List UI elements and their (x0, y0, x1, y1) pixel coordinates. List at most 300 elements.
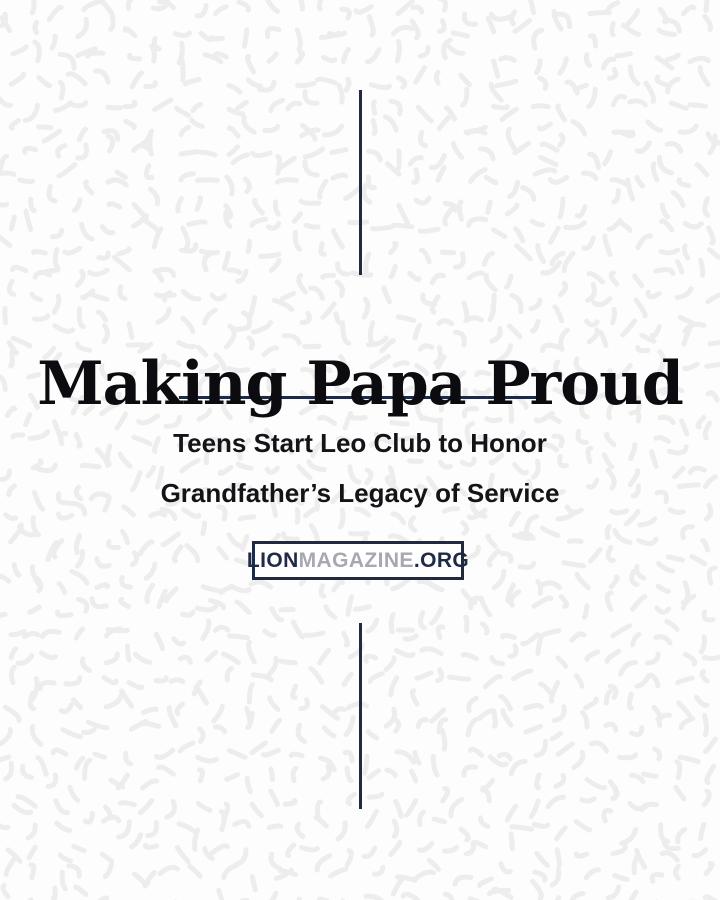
pattern-squiggle (566, 223, 585, 228)
pattern-squiggle (297, 824, 303, 836)
pattern-squiggle (52, 230, 61, 237)
pattern-squiggle (587, 652, 598, 660)
pattern-squiggle (366, 896, 384, 900)
pattern-squiggle (502, 109, 516, 119)
pattern-squiggle (123, 531, 128, 542)
pattern-squiggle (417, 673, 431, 678)
pattern-squiggle (488, 19, 494, 32)
pattern-squiggle (175, 33, 189, 36)
pattern-squiggle (432, 609, 442, 624)
pattern-squiggle (93, 295, 107, 300)
pattern-squiggle (540, 78, 546, 88)
pattern-squiggle (60, 83, 63, 98)
pattern-squiggle (531, 801, 538, 817)
pattern-squiggle (345, 752, 352, 761)
pattern-squiggle (205, 310, 216, 323)
pattern-squiggle (229, 535, 241, 546)
pattern-squiggle (108, 542, 118, 548)
pattern-squiggle (75, 200, 81, 211)
pattern-squiggle (680, 757, 698, 761)
pattern-squiggle (607, 593, 611, 610)
pattern-squiggle (142, 220, 158, 230)
pattern-squiggle (344, 674, 351, 684)
pattern-squiggle (224, 654, 239, 663)
pattern-squiggle (403, 894, 418, 900)
pattern-squiggle (11, 667, 14, 683)
pattern-squiggle (306, 633, 323, 636)
pattern-squiggle (336, 314, 343, 323)
pattern-squiggle (229, 751, 245, 758)
pattern-squiggle (398, 151, 400, 170)
pattern-squiggle (55, 103, 70, 111)
pattern-squiggle (179, 824, 193, 831)
pattern-squiggle (439, 21, 444, 32)
pattern-squiggle (90, 270, 108, 274)
pattern-squiggle (49, 186, 55, 201)
pattern-squiggle (31, 199, 35, 211)
pattern-squiggle (334, 230, 343, 247)
pattern-squiggle (346, 79, 349, 90)
pattern-squiggle (608, 547, 613, 560)
pattern-squiggle (706, 739, 716, 752)
pattern-squiggle (636, 567, 643, 579)
pattern-squiggle (171, 680, 183, 682)
pattern-squiggle (325, 126, 342, 135)
pattern-squiggle (591, 35, 596, 46)
pattern-squiggle (561, 597, 566, 607)
pattern-squiggle (541, 157, 556, 164)
pattern-squiggle (84, 730, 95, 733)
pattern-squiggle (486, 275, 495, 290)
pattern-squiggle (53, 750, 66, 754)
pattern-squiggle (623, 321, 635, 335)
pattern-squiggle (455, 877, 471, 884)
pattern-squiggle (243, 313, 249, 325)
pattern-squiggle (587, 321, 598, 325)
pattern-squiggle (552, 869, 559, 885)
pattern-squiggle (106, 654, 117, 663)
pattern-squiggle (421, 250, 429, 262)
pattern-squiggle (301, 700, 308, 709)
pattern-squiggle (343, 326, 349, 344)
pattern-squiggle (25, 105, 37, 120)
pattern-squiggle (630, 101, 646, 105)
pattern-squiggle (657, 608, 669, 612)
pattern-squiggle (28, 825, 35, 838)
pattern-squiggle (323, 767, 329, 779)
pattern-squiggle (156, 634, 162, 649)
pattern-squiggle (480, 879, 492, 886)
pattern-squiggle (25, 634, 38, 637)
pattern-squiggle (248, 642, 254, 661)
pattern-squiggle (397, 752, 414, 762)
pattern-squiggle (471, 170, 486, 182)
pattern-squiggle (200, 729, 203, 742)
pattern-squiggle (78, 145, 87, 158)
pattern-squiggle (542, 144, 557, 150)
pattern-squiggle (180, 657, 190, 662)
pattern-squiggle (466, 318, 482, 321)
pattern-squiggle (77, 271, 83, 285)
pattern-squiggle (342, 9, 350, 18)
pattern-squiggle (584, 238, 593, 248)
pattern-squiggle (410, 158, 421, 164)
pattern-squiggle (532, 321, 538, 331)
pattern-squiggle (338, 823, 345, 839)
pattern-squiggle (252, 219, 266, 225)
pattern-squiggle (14, 805, 31, 812)
pattern-squiggle (405, 636, 416, 639)
pattern-squiggle (704, 791, 709, 805)
pattern-squiggle (396, 801, 402, 816)
pattern-squiggle (20, 180, 33, 182)
pattern-squiggle (419, 844, 432, 851)
pattern-squiggle (364, 299, 368, 317)
pattern-squiggle (469, 698, 477, 710)
pattern-squiggle (488, 536, 496, 546)
pattern-squiggle (422, 649, 441, 654)
pattern-squiggle (317, 856, 330, 871)
pattern-squiggle (583, 173, 596, 178)
pattern-squiggle (418, 720, 426, 727)
pattern-squiggle (550, 177, 566, 182)
pattern-squiggle (685, 654, 694, 664)
pattern-squiggle (298, 83, 314, 85)
pattern-squiggle (628, 11, 638, 24)
pattern-squiggle (197, 198, 201, 210)
pattern-squiggle (450, 677, 469, 679)
pattern-squiggle (0, 201, 7, 205)
pattern-squiggle (293, 768, 296, 780)
pattern-squiggle (215, 627, 228, 630)
pattern-squiggle (564, 563, 584, 566)
pattern-squiggle (5, 308, 6, 323)
pattern-squiggle (662, 853, 677, 860)
pattern-squiggle (369, 794, 382, 797)
pattern-squiggle (605, 152, 611, 164)
pattern-squiggle (125, 29, 135, 36)
pattern-squiggle (221, 587, 231, 592)
pattern-squiggle (398, 317, 413, 321)
pattern-squiggle (253, 323, 270, 333)
pattern-squiggle (662, 205, 668, 217)
pattern-squiggle (420, 48, 428, 57)
pattern-squiggle (197, 606, 216, 610)
pattern-squiggle (459, 202, 461, 219)
pattern-squiggle (648, 292, 659, 296)
pattern-squiggle (560, 59, 567, 74)
pattern-squiggle (700, 68, 708, 85)
pattern-squiggle (656, 270, 673, 274)
pattern-squiggle (120, 287, 125, 299)
pattern-squiggle (164, 295, 174, 300)
pattern-squiggle (295, 232, 300, 249)
pattern-squiggle (130, 55, 140, 59)
pattern-squiggle (707, 766, 714, 783)
pattern-squiggle (323, 275, 334, 277)
pattern-squiggle (374, 102, 375, 114)
pattern-squiggle (163, 534, 179, 545)
pattern-squiggle (642, 804, 656, 809)
pattern-squiggle (634, 856, 638, 873)
pattern-squiggle (510, 646, 516, 657)
pattern-squiggle (55, 326, 73, 332)
pattern-squiggle (84, 1, 100, 10)
pattern-squiggle (30, 693, 33, 708)
pattern-squiggle (658, 586, 668, 591)
pattern-squiggle (705, 199, 708, 216)
pattern-squiggle (635, 276, 642, 286)
page-title: Making Papa Proud (37, 349, 683, 420)
pattern-squiggle (586, 699, 597, 708)
pattern-squiggle (676, 866, 679, 878)
pattern-squiggle (540, 583, 560, 588)
pattern-squiggle (604, 811, 611, 821)
pattern-squiggle (576, 676, 582, 687)
pattern-squiggle (118, 775, 127, 788)
pattern-squiggle (129, 683, 142, 688)
pattern-squiggle (646, 83, 654, 101)
pattern-squiggle (268, 893, 276, 900)
pattern-squiggle (673, 192, 683, 205)
pattern-squiggle (586, 870, 598, 878)
pattern-squiggle (215, 727, 224, 732)
pattern-squiggle (201, 152, 216, 155)
pattern-squiggle (391, 243, 397, 253)
pattern-squiggle (348, 597, 352, 615)
pattern-squiggle (18, 656, 32, 664)
pattern-squiggle (632, 728, 642, 735)
pattern-squiggle (119, 822, 130, 837)
pattern-squiggle (659, 157, 671, 173)
pattern-squiggle (555, 307, 562, 321)
pattern-squiggle (35, 42, 39, 61)
pattern-squiggle (639, 539, 656, 544)
pattern-squiggle (492, 328, 500, 341)
pattern-squiggle (293, 686, 296, 698)
pattern-squiggle (39, 127, 51, 128)
pattern-squiggle (271, 769, 273, 780)
pattern-squiggle (31, 865, 34, 878)
pattern-squiggle (337, 282, 342, 296)
pattern-squiggle (589, 273, 603, 281)
pattern-squiggle (294, 214, 301, 222)
pattern-squiggle (239, 2, 249, 10)
pattern-squiggle (60, 54, 74, 68)
pattern-squiggle (630, 892, 636, 900)
pattern-squiggle (207, 652, 216, 660)
pattern-squiggle (582, 799, 594, 801)
pattern-squiggle (512, 12, 515, 24)
pattern-squiggle (212, 295, 225, 299)
pattern-squiggle (30, 607, 40, 612)
pattern-squiggle (397, 42, 399, 62)
pattern-squiggle (420, 613, 424, 628)
pattern-squiggle (148, 822, 157, 835)
pattern-squiggle (439, 116, 451, 128)
pattern-squiggle (53, 888, 55, 898)
pattern-squiggle (705, 715, 707, 734)
pattern-squiggle (114, 257, 129, 270)
pattern-squiggle (195, 830, 198, 850)
pattern-squiggle (41, 653, 55, 658)
pattern-squiggle (461, 75, 469, 84)
pattern-squiggle (612, 24, 613, 35)
pattern-squiggle (193, 104, 201, 110)
pattern-squiggle (432, 275, 443, 282)
pattern-squiggle (136, 654, 150, 662)
pattern-squiggle (253, 153, 271, 156)
pattern-squiggle (531, 300, 540, 309)
pattern-squiggle (439, 321, 452, 324)
pattern-squiggle (629, 694, 631, 708)
pattern-squiggle (482, 790, 489, 801)
pattern-squiggle (534, 598, 551, 606)
pattern-squiggle (652, 327, 659, 336)
pattern-squiggle (469, 547, 479, 557)
pattern-squiggle (85, 760, 91, 778)
pattern-squiggle (709, 228, 714, 243)
pattern-squiggle (413, 7, 422, 12)
pattern-squiggle (204, 255, 209, 271)
pattern-squiggle (285, 801, 295, 805)
pattern-squiggle (63, 730, 81, 737)
pattern-squiggle (463, 89, 467, 105)
pattern-squiggle (122, 577, 131, 587)
pattern-squiggle (132, 553, 136, 565)
pattern-squiggle (147, 872, 154, 883)
pattern-squiggle (633, 597, 645, 610)
pattern-squiggle (338, 264, 348, 274)
logo-magazine-text: MAGAZINE (298, 548, 414, 572)
pattern-squiggle (373, 120, 375, 133)
pattern-squiggle (501, 864, 511, 872)
pattern-squiggle (515, 21, 530, 32)
pattern-squiggle (181, 152, 198, 154)
pattern-squiggle (608, 3, 618, 13)
pattern-squiggle (543, 528, 558, 536)
pattern-squiggle (181, 174, 194, 180)
pattern-squiggle (605, 236, 610, 255)
pattern-squiggle (269, 658, 276, 675)
pattern-squiggle (120, 803, 134, 805)
pattern-squiggle (651, 675, 658, 686)
pattern-squiggle (12, 267, 25, 271)
pattern-squiggle (468, 720, 476, 735)
pattern-squiggle (470, 749, 481, 755)
pattern-squiggle (301, 201, 319, 203)
pattern-squiggle (178, 199, 182, 211)
pattern-squiggle (104, 326, 107, 342)
pattern-squiggle (249, 685, 252, 703)
pattern-squiggle (603, 59, 613, 68)
pattern-squiggle (561, 283, 566, 294)
pattern-squiggle (52, 36, 55, 48)
pattern-squiggle (297, 30, 300, 49)
pattern-squiggle (140, 800, 152, 812)
pattern-squiggle (611, 577, 617, 587)
pattern-squiggle (655, 749, 660, 759)
pattern-squiggle (622, 132, 632, 136)
pattern-squiggle (369, 771, 378, 778)
pattern-squiggle (271, 854, 280, 868)
pattern-squiggle (415, 872, 433, 879)
pattern-squiggle (14, 565, 19, 575)
pattern-squiggle (167, 802, 175, 818)
pattern-squiggle (697, 165, 707, 175)
pattern-squiggle (82, 659, 89, 671)
pattern-squiggle (481, 149, 493, 159)
pattern-squiggle (283, 534, 297, 539)
pattern-squiggle (229, 270, 240, 273)
pattern-squiggle (653, 164, 657, 180)
pattern-squiggle (229, 128, 238, 136)
pattern-squiggle (613, 788, 616, 799)
pattern-squiggle (373, 227, 391, 229)
pattern-squiggle (412, 691, 417, 705)
pattern-squiggle (302, 848, 318, 850)
pattern-squiggle (692, 557, 705, 564)
pattern-squiggle (491, 14, 510, 19)
pattern-squiggle (344, 49, 349, 61)
pattern-squiggle (11, 632, 24, 635)
pattern-squiggle (668, 79, 679, 92)
pattern-squiggle (344, 633, 348, 644)
pattern-squiggle (371, 85, 389, 88)
pattern-squiggle (146, 564, 155, 578)
pattern-squiggle (3, 885, 8, 897)
pattern-squiggle (368, 50, 380, 62)
pattern-squiggle (499, 754, 510, 759)
pattern-squiggle (66, 678, 80, 684)
pattern-squiggle (387, 770, 395, 776)
pattern-squiggle (464, 14, 475, 24)
pattern-squiggle (180, 743, 193, 751)
pattern-squiggle (447, 45, 463, 54)
pattern-squiggle (503, 635, 515, 637)
pattern-squiggle (22, 766, 31, 777)
pattern-squiggle (143, 709, 156, 713)
pattern-squiggle (185, 79, 199, 84)
pattern-squiggle (684, 246, 687, 258)
pattern-squiggle (548, 797, 563, 807)
pattern-squiggle (101, 0, 111, 12)
pattern-squiggle (76, 629, 82, 638)
bottom-vertical-divider (359, 623, 362, 809)
pattern-squiggle (463, 523, 467, 534)
pattern-squiggle (11, 649, 16, 658)
pattern-squiggle (102, 227, 113, 233)
pattern-squiggle (299, 275, 306, 292)
pattern-squiggle (386, 658, 394, 670)
pattern-squiggle (183, 612, 194, 615)
pattern-squiggle (469, 273, 483, 278)
pattern-squiggle (29, 847, 35, 857)
pattern-squiggle (79, 600, 87, 612)
pattern-squiggle (271, 100, 283, 110)
pattern-squiggle (517, 246, 531, 259)
pattern-squiggle (366, 656, 376, 661)
pattern-squiggle (270, 698, 278, 710)
pattern-squiggle (6, 707, 20, 720)
pattern-squiggle (550, 228, 558, 242)
pattern-squiggle (269, 54, 276, 62)
pattern-squiggle (706, 0, 709, 11)
pattern-squiggle (606, 691, 610, 703)
pattern-squiggle (235, 822, 249, 827)
pattern-squiggle (298, 725, 304, 741)
pattern-squiggle (183, 318, 193, 332)
